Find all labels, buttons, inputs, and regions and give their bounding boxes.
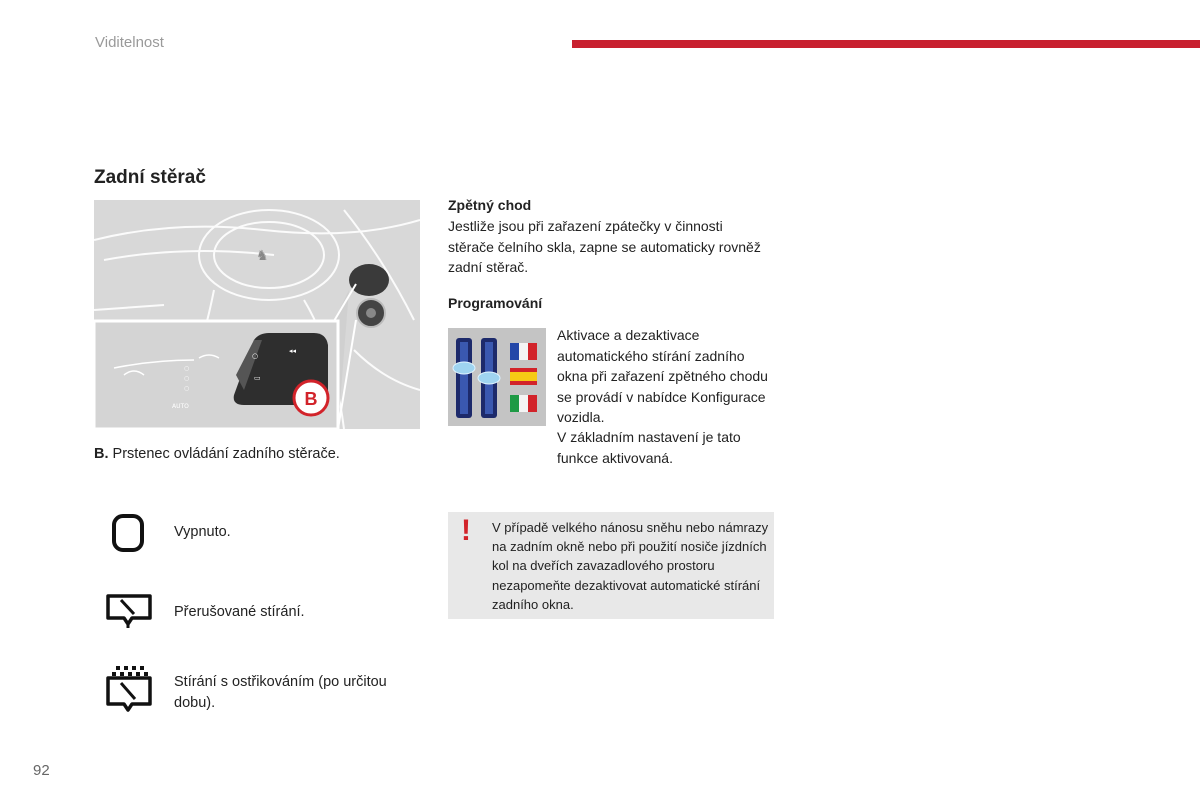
programming-text: Aktivace a dezaktivace automatického stírání zadního okna při zařazení zpětného chodu se provádí v nabídce Konfigurace vozidla. — [557, 327, 768, 425]
page-number: 92 — [33, 762, 50, 779]
programming-heading: Programování — [448, 295, 543, 311]
svg-text:○: ○ — [184, 365, 190, 372]
page-title: Zadní stěrač — [94, 167, 206, 188]
wash-wipe-icon — [104, 664, 154, 714]
wiper-stalk-illustration — [94, 200, 420, 429]
svg-text:♞: ♞ — [256, 248, 269, 264]
callout-b-letter: B — [304, 389, 318, 409]
figure-caption — [94, 446, 340, 462]
legend-intermittent-text: Přerušované stírání. — [174, 604, 305, 620]
svg-text:○: ○ — [184, 385, 190, 392]
svg-text:▭: ▭ — [254, 374, 261, 382]
legend-wash-wipe-text: Stírání s ostřikováním (po určitou dobu). — [174, 674, 387, 711]
svg-text:○: ○ — [184, 375, 190, 382]
intermittent-wipe-icon — [104, 588, 154, 638]
wiper-stalk-drawing — [94, 200, 420, 429]
svg-text:○: ○ — [252, 352, 259, 360]
caption-text: Prstenec ovládání zadního stěrače. — [108, 446, 340, 462]
reverse-text: Jestliže jsou při zařazení zpátečky v činnosti stěrače čelního skla, zapne se automaticky rovněž zadní stěrač. — [448, 218, 761, 275]
svg-text:◂◂: ◂◂ — [289, 347, 297, 355]
caption-label: B. — [94, 446, 109, 462]
warning-icon: ! — [461, 514, 471, 547]
reverse-heading: Zpětný chod — [448, 197, 532, 213]
header-accent-bar — [572, 40, 1200, 48]
off-ring-icon — [104, 508, 154, 558]
section-label: Viditelnost — [95, 34, 164, 51]
warning-text: V případě velkého nánosu sněhu nebo námrazy na zadním okně nebo při použití nosiče jízdních kol na dveřích zavazadlového prostoru nezapomeňte dezaktivovat automatické stírání zadního okna. — [492, 520, 769, 612]
legend-off-text: Vypnuto. — [174, 524, 231, 540]
vehicle-configuration-menu-icon — [448, 328, 546, 426]
programming-default-text: V základním nastavení je tato funkce aktivovaná. — [557, 429, 741, 466]
stalk-auto-label: AUTO — [172, 403, 189, 410]
